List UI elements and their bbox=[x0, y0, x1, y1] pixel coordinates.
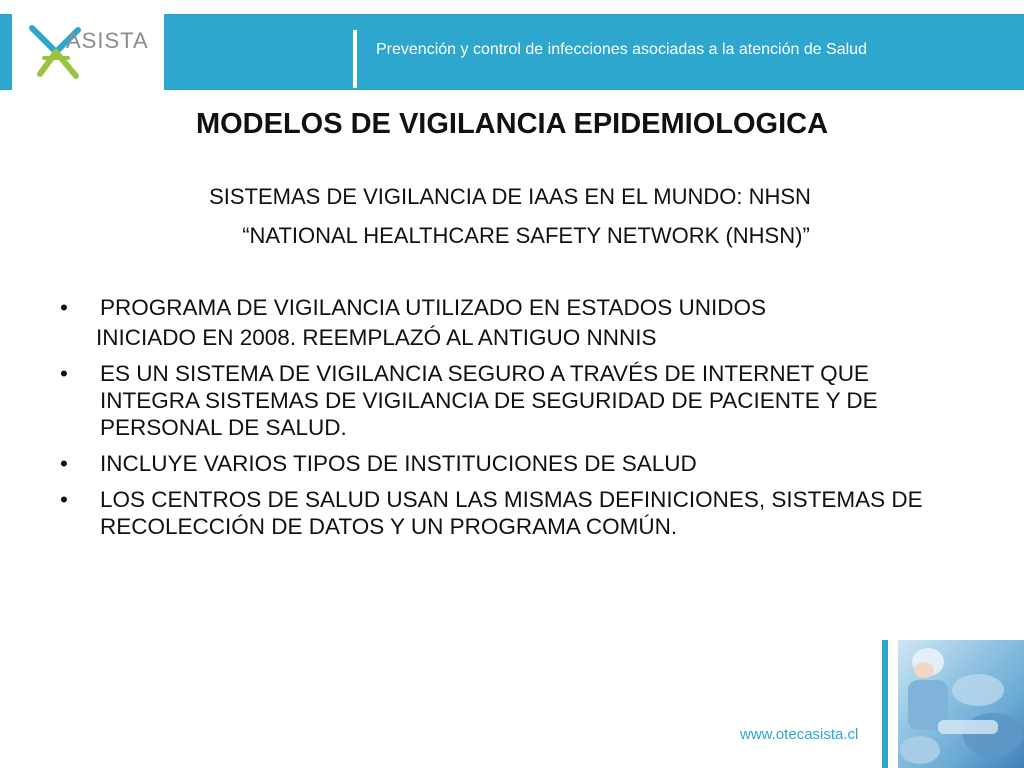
header-subtitle: Prevención y control de infecciones asociadas a la atención de Salud bbox=[376, 41, 867, 58]
bullet-marker: • bbox=[60, 295, 68, 320]
bullet-list bbox=[60, 294, 940, 549]
bullet-item bbox=[60, 486, 940, 540]
bullet-marker: • bbox=[60, 487, 68, 512]
bullet-text: LOS CENTROS DE SALUD USAN LAS MISMAS DEFINICIONES, SISTEMAS DE RECOLECCIÓN DE DATOS Y UN PROGRAMA COMÚN. bbox=[100, 487, 923, 539]
slide-subtitle-line-2: “NATIONAL HEALTHCARE SAFETY NETWORK (NHSN)” bbox=[242, 223, 810, 248]
bullet-marker: • bbox=[60, 361, 68, 386]
bullet-item bbox=[60, 294, 940, 321]
asista-logo bbox=[26, 18, 166, 84]
surgery-photo-illustration bbox=[898, 640, 1024, 768]
bullet-continuation: INICIADO EN 2008. REEMPLAZÓ AL ANTIGUO NNNIS bbox=[96, 325, 657, 350]
bullet-text: PROGRAMA DE VIGILANCIA UTILIZADO EN ESTADOS UNIDOS bbox=[100, 295, 766, 320]
surgery-photo bbox=[898, 640, 1024, 768]
bullet-item bbox=[60, 450, 940, 477]
logo-wordmark: ASISTA bbox=[66, 28, 149, 53]
website-url[interactable]: www.otecasista.cl bbox=[740, 726, 859, 743]
bullet-text: INCLUYE VARIOS TIPOS DE INSTITUCIONES DE SALUD bbox=[100, 451, 697, 476]
bullet-marker: • bbox=[60, 451, 68, 476]
bullet-item bbox=[60, 360, 940, 441]
header-divider bbox=[353, 30, 357, 88]
slide-title: MODELOS DE VIGILANCIA EPIDEMIOLOGICA bbox=[195, 108, 829, 140]
header-left-accent-bar bbox=[0, 14, 12, 90]
slide-subtitle-line-1: SISTEMAS DE VIGILANCIA DE IAAS EN EL MUNDO: NHSN bbox=[209, 184, 811, 209]
footer-accent-bar bbox=[882, 640, 888, 768]
bullet-text: ES UN SISTEMA DE VIGILANCIA SEGURO A TRAVÉS DE INTERNET QUE INTEGRA SISTEMAS DE VIGILANCIA DE SEGURIDAD DE PACIENTE Y DE PERSONAL DE SALUD. bbox=[100, 361, 878, 440]
